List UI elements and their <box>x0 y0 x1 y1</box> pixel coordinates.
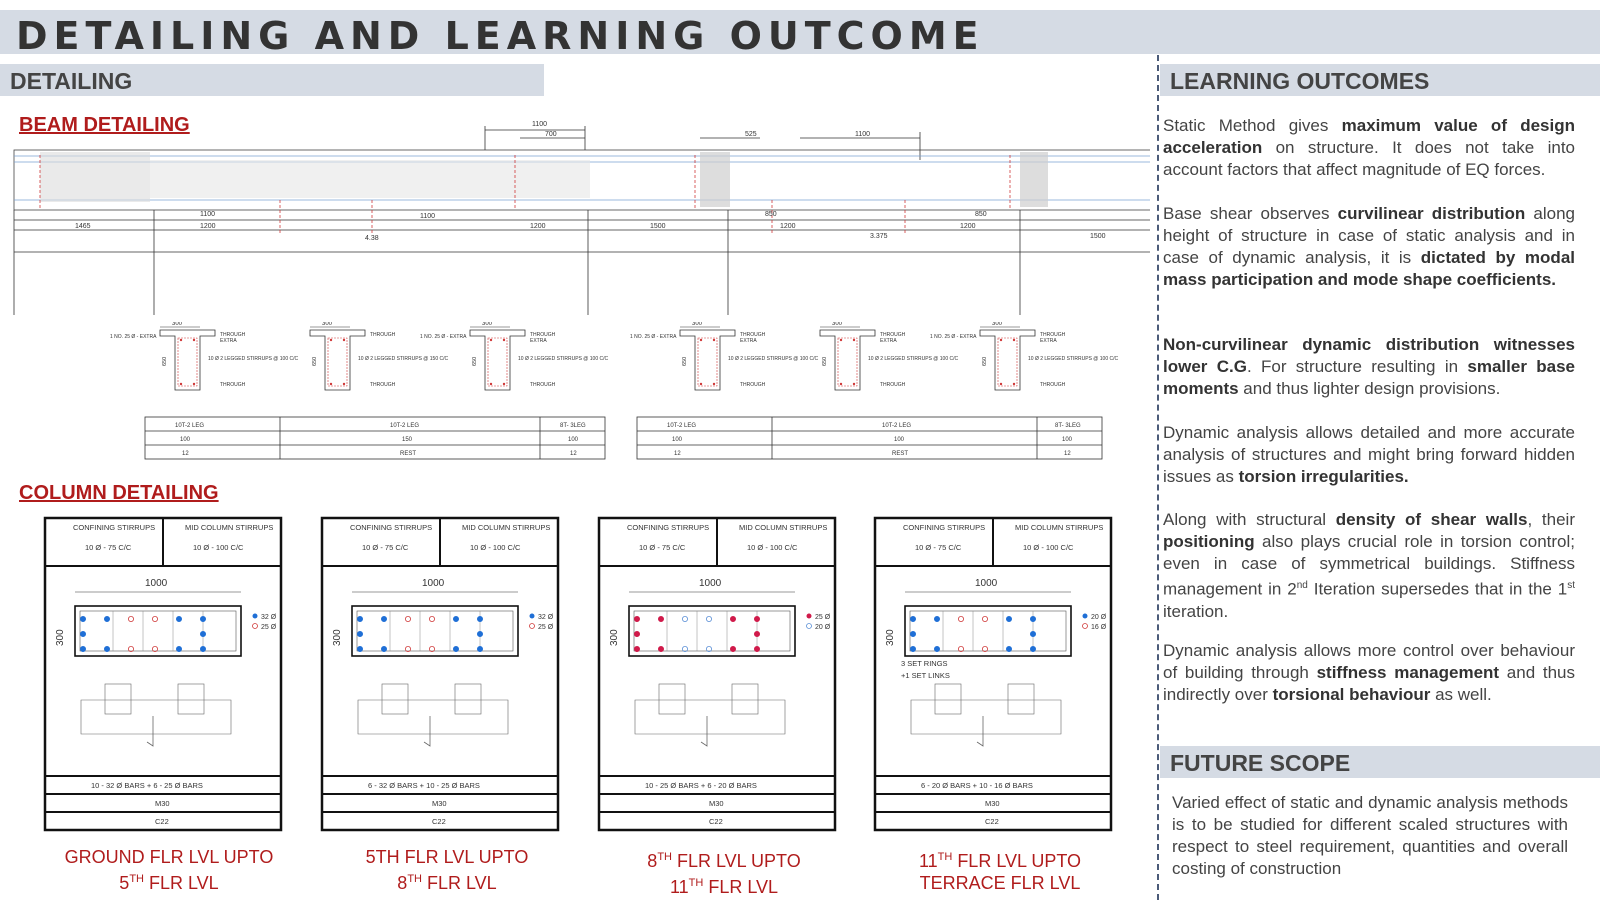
section-top-label: THROUGH <box>880 332 906 338</box>
section-top-label: THROUGH <box>530 332 556 338</box>
caption-line1: 11TH FLR LVL UPTO <box>918 851 1082 871</box>
column-width: 1000 <box>422 578 445 589</box>
table-cell: REST <box>400 451 417 457</box>
section-stirrup-label: 10 Ø 2 LEGGED STIRRUPS @ 100 C/C <box>728 356 819 362</box>
column-caption-3 <box>604 846 844 898</box>
future-scope-header <box>1160 746 1600 778</box>
dim-label: 1100 <box>420 213 436 220</box>
beam-sections-drawing <box>100 322 1140 402</box>
table-header: 10T-2 LEG <box>175 423 205 429</box>
mid-value: 10 Ø - 100 C/C <box>747 543 798 552</box>
section-depth: 650 <box>472 356 478 366</box>
table-header: 10T-2 LEG <box>667 423 697 429</box>
dim-label: 1500 <box>650 223 666 230</box>
dim-label: 525 <box>745 131 757 138</box>
bars-label: 10 - 25 Ø BARS + 6 - 20 Ø BARS <box>645 781 757 790</box>
mid-label: MID COLUMN STIRRUPS <box>185 523 274 532</box>
dim-label: 850 <box>975 211 987 218</box>
section-extra-note: 1 NO. 25 Ø - EXTRA <box>420 334 467 340</box>
outcome-paragraph-5: Along with structural density of shear walls, their positioning also plays crucial role in torsion control; even in case of symmetrical buildings. Stiffness management in 2nd Iteration supersedes that in the 1st iteration. <box>1163 510 1575 621</box>
section-stirrup-label: 10 Ø 2 LEGGED STIRRUPS @ 100 C/C <box>518 356 609 362</box>
table-cell: 12 <box>1064 451 1071 457</box>
dim-label: 700 <box>545 131 557 138</box>
table-cell: REST <box>892 451 909 457</box>
table-cell: 12 <box>570 451 577 457</box>
beam-section <box>310 322 448 390</box>
bars-label: 10 - 32 Ø BARS + 6 - 25 Ø BARS <box>91 781 203 790</box>
column-depth: 300 <box>332 629 343 646</box>
future-scope-text: Varied effect of static and dynamic analysis methods is to be studied for different scaled structures with respect to steel requirement, quantities and overall costing of construction <box>1172 793 1568 878</box>
caption-line1: GROUND FLR LVL UPTO <box>64 847 274 867</box>
learning-outcomes-heading: LEARNING OUTCOMES <box>1170 68 1430 94</box>
mid-label: MID COLUMN STIRRUPS <box>462 523 551 532</box>
dim-label: 1465 <box>75 223 91 230</box>
column-note-2: +1 SET LINKS <box>901 671 950 680</box>
concrete-grade: M30 <box>709 799 724 808</box>
detailing-heading: DETAILING <box>10 68 133 94</box>
confining-label: CONFINING STIRRUPS <box>903 523 986 532</box>
beam-detailing-heading: BEAM DETAILING <box>19 114 190 136</box>
section-extra-label: EXTRA <box>220 338 237 344</box>
dim-label: 1200 <box>780 223 796 230</box>
cover-label: C22 <box>155 817 169 826</box>
section-stirrup-label: 10 Ø 2 LEGGED STIRRUPS @ 100 C/C <box>868 356 959 362</box>
caption-line2: 11TH FLR LVL <box>669 877 779 897</box>
section-width: 300 <box>992 322 1003 327</box>
section-divider <box>1157 55 1159 900</box>
section-extra-note: 1 NO. 25 Ø - EXTRA <box>630 334 677 340</box>
mid-label: MID COLUMN STIRRUPS <box>1015 523 1104 532</box>
table-cell: 100 <box>672 437 683 443</box>
caption-line1: 8TH FLR LVL UPTO <box>647 851 801 871</box>
column-detail-1 <box>43 516 283 836</box>
legend-a: 20 Ø <box>1091 614 1107 621</box>
dim-label: 1500 <box>1090 233 1106 240</box>
caption-line1: 5TH FLR LVL UPTO <box>365 847 529 867</box>
table-header: 8T- 3LEG <box>560 423 586 429</box>
concrete-grade: M30 <box>985 799 1000 808</box>
section-bottom-label: THROUGH <box>1040 382 1066 388</box>
table-header: 10T-2 LEG <box>390 423 420 429</box>
section-stirrup-label: 10 Ø 2 LEGGED STIRRUPS @ 100 C/C <box>208 356 299 362</box>
dim-label: 4.38 <box>365 235 379 242</box>
table-cell: 100 <box>568 437 579 443</box>
dim-label: 3.375 <box>870 233 888 240</box>
outcome-paragraph-4: Dynamic analysis allows detailed and more accurate analysis of structures and might bring forward hidden issues as torsion irregularities. <box>1163 423 1575 486</box>
beam-section <box>110 322 298 390</box>
mid-label: MID COLUMN STIRRUPS <box>739 523 828 532</box>
dim-label: 1200 <box>960 223 976 230</box>
beam-elevation-drawing <box>0 120 1150 320</box>
dim-label: 1200 <box>530 223 546 230</box>
section-top-label: THROUGH <box>740 332 766 338</box>
legend-b: 25 Ø <box>261 624 277 631</box>
table-cell: 150 <box>402 437 413 443</box>
confining-value: 10 Ø - 75 C/C <box>85 543 132 552</box>
beam-section <box>420 322 608 390</box>
section-bottom-label: THROUGH <box>530 382 556 388</box>
table-header: 8T- 3LEG <box>1055 423 1081 429</box>
section-extra-note: 1 NO. 25 Ø - EXTRA <box>110 334 157 340</box>
outcome-paragraph-2: Base shear observes curvilinear distribution along height of structure in case of static analysis and in case of dynamic analysis, it is dictated by modal mass participation and mode shape coefficients. <box>1163 204 1575 289</box>
section-bottom-label: THROUGH <box>370 382 396 388</box>
column-depth: 300 <box>885 629 896 646</box>
table-cell: 12 <box>182 451 189 457</box>
caption-line2: 8TH FLR LVL <box>397 873 497 893</box>
confining-label: CONFINING STIRRUPS <box>350 523 433 532</box>
column-caption-1 <box>49 846 289 894</box>
column-detail-2 <box>320 516 560 836</box>
column-caption-4 <box>880 846 1120 894</box>
page-title: DETAILING AND LEARNING OUTCOME <box>16 14 985 58</box>
bars-label: 6 - 32 Ø BARS + 10 - 25 Ø BARS <box>368 781 480 790</box>
section-depth: 650 <box>822 356 828 366</box>
cover-label: C22 <box>709 817 723 826</box>
dim-label: 1200 <box>200 223 216 230</box>
legend-b: 20 Ø <box>815 624 831 631</box>
dim-label: 1100 <box>200 211 216 218</box>
legend-a: 32 Ø <box>261 614 277 621</box>
column-caption-2 <box>327 846 567 894</box>
column-width: 1000 <box>699 578 722 589</box>
section-width: 300 <box>482 322 493 327</box>
section-top-label: THROUGH <box>220 332 246 338</box>
confining-value: 10 Ø - 75 C/C <box>639 543 686 552</box>
confining-value: 10 Ø - 75 C/C <box>915 543 962 552</box>
legend-a: 32 Ø <box>538 614 554 621</box>
concrete-grade: M30 <box>432 799 447 808</box>
table-cell: 100 <box>894 437 905 443</box>
confining-label: CONFINING STIRRUPS <box>627 523 710 532</box>
column-depth: 300 <box>55 629 66 646</box>
title-bar <box>0 10 1600 58</box>
column-detail-3 <box>597 516 837 836</box>
section-bottom-label: THROUGH <box>220 382 246 388</box>
outcome-paragraph-3: Non-curvilinear dynamic distribution witnesses lower C.G. For structure resulting in smaller base moments and thus lighter design provisions. <box>1163 335 1575 398</box>
legend-b: 25 Ø <box>538 624 554 631</box>
outcome-paragraph-6: Dynamic analysis allows more control over behaviour of building through stiffness management and thus indirectly over torsional behaviour as well. <box>1163 641 1575 704</box>
column-detail-4 <box>873 516 1113 836</box>
cover-label: C22 <box>985 817 999 826</box>
section-depth: 650 <box>982 356 988 366</box>
section-top-label: THROUGH <box>370 332 396 338</box>
column-depth: 300 <box>609 629 620 646</box>
bars-label: 6 - 20 Ø BARS + 10 - 16 Ø BARS <box>921 781 1033 790</box>
section-bottom-label: THROUGH <box>740 382 766 388</box>
column-detailing-heading: COLUMN DETAILING <box>19 482 219 504</box>
dim-label: 850 <box>765 211 777 218</box>
cover-label: C22 <box>432 817 446 826</box>
column-width: 1000 <box>975 578 998 589</box>
section-width: 300 <box>832 322 843 327</box>
section-extra-label: EXTRA <box>880 338 897 344</box>
confining-value: 10 Ø - 75 C/C <box>362 543 409 552</box>
caption-line2: TERRACE FLR LVL <box>919 873 1081 893</box>
mid-value: 10 Ø - 100 C/C <box>1023 543 1074 552</box>
section-top-label: THROUGH <box>1040 332 1066 338</box>
section-width: 300 <box>172 322 183 327</box>
dim-label: 1100 <box>855 131 871 138</box>
section-depth: 650 <box>682 356 688 366</box>
table-cell: 100 <box>1062 437 1073 443</box>
confining-label: CONFINING STIRRUPS <box>73 523 156 532</box>
table-cell: 100 <box>180 437 191 443</box>
section-depth: 650 <box>312 356 318 366</box>
learning-outcomes-header <box>1160 64 1600 96</box>
section-bottom-label: THROUGH <box>880 382 906 388</box>
future-scope-heading: FUTURE SCOPE <box>1170 750 1351 776</box>
table-cell: 12 <box>674 451 681 457</box>
column-width: 1000 <box>145 578 168 589</box>
detailing-header <box>0 64 544 96</box>
dim-label: 1100 <box>532 121 548 128</box>
legend-b: 16 Ø <box>1091 624 1107 631</box>
section-extra-label: EXTRA <box>530 338 547 344</box>
outcome-paragraph-1: Static Method gives maximum value of design acceleration on structure. It does not take into account factors that affect magnitude of EQ forces. <box>1163 116 1575 179</box>
section-width: 300 <box>692 322 703 327</box>
section-width: 300 <box>322 322 333 327</box>
section-extra-note: 1 NO. 25 Ø - EXTRA <box>930 334 977 340</box>
beam-section <box>820 322 958 390</box>
section-depth: 650 <box>162 356 168 366</box>
legend-a: 25 Ø <box>815 614 831 621</box>
section-stirrup-label: 10 Ø 2 LEGGED STIRRUPS @ 150 C/C <box>358 356 449 362</box>
section-stirrup-label: 10 Ø 2 LEGGED STIRRUPS @ 100 C/C <box>1028 356 1119 362</box>
beam-section <box>630 322 818 390</box>
beam-section <box>930 322 1118 390</box>
section-extra-label: EXTRA <box>1040 338 1057 344</box>
table-header: 10T-2 LEG <box>882 423 912 429</box>
concrete-grade: M30 <box>155 799 170 808</box>
mid-value: 10 Ø - 100 C/C <box>193 543 244 552</box>
mid-value: 10 Ø - 100 C/C <box>470 543 521 552</box>
stirrup-tables <box>140 415 1110 463</box>
caption-line2: 5TH FLR LVL <box>119 873 219 893</box>
section-extra-label: EXTRA <box>740 338 757 344</box>
column-note-1: 3 SET RINGS <box>901 659 948 668</box>
